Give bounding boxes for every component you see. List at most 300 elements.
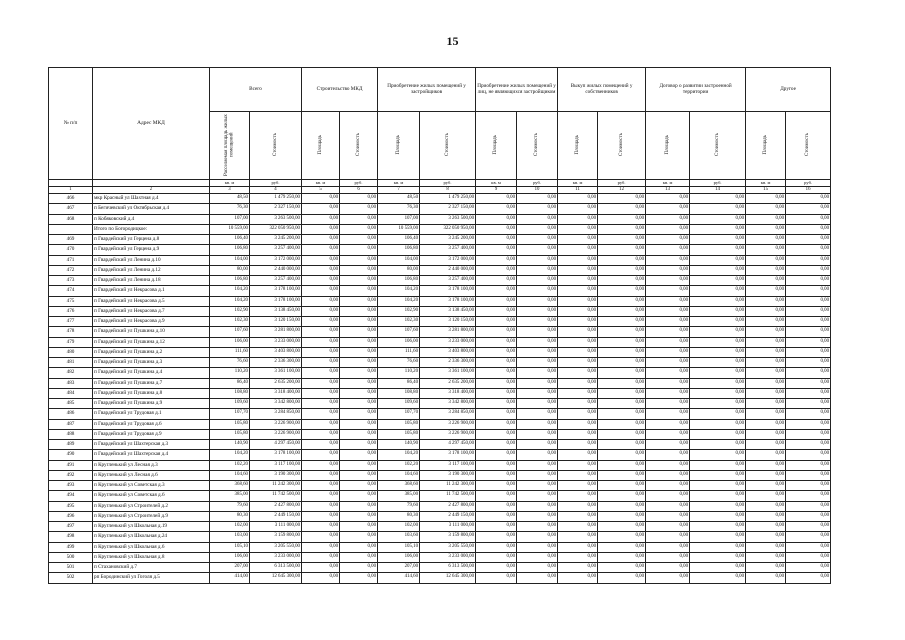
non-developer-cost-cell: 0,00 bbox=[517, 378, 558, 388]
other-cost-cell: 0,00 bbox=[786, 481, 831, 491]
table-row bbox=[49, 306, 831, 316]
territory-cost-cell: 0,00 bbox=[690, 491, 746, 501]
buyout-cost-cell: 0,00 bbox=[598, 235, 646, 245]
total-area-cell: 106,00 bbox=[210, 552, 250, 562]
territory-cost-cell: 0,00 bbox=[690, 388, 746, 398]
row-number: 488 bbox=[49, 429, 93, 439]
buyout-area-cell: 0,00 bbox=[558, 460, 598, 470]
construction-area-cell: 0,00 bbox=[302, 419, 340, 429]
buyout-area-cell: 0,00 bbox=[558, 286, 598, 296]
row-address: мкр Красный ул Шахтная д.4 bbox=[93, 194, 210, 204]
construction-area-cell: 0,00 bbox=[302, 358, 340, 368]
row-number: 480 bbox=[49, 347, 93, 357]
row-address: п Гвардейский ул Трудовая д.6 bbox=[93, 419, 210, 429]
unit-cell: кв. м bbox=[558, 180, 598, 187]
total-cost-cell: 3 178 100,00 bbox=[250, 296, 302, 306]
total-area-cell: 108,80 bbox=[210, 388, 250, 398]
construction-area-cell: 0,00 bbox=[302, 399, 340, 409]
total-area-cell: 79,60 bbox=[210, 501, 250, 511]
other-area-cell: 0,00 bbox=[746, 306, 786, 316]
total-cost-cell: 3 245 200,00 bbox=[250, 235, 302, 245]
non-developer-area-cell: 0,00 bbox=[476, 501, 517, 511]
construction-cost-cell: 0,00 bbox=[340, 194, 378, 204]
row-number: 469 bbox=[49, 235, 93, 245]
buyout-cost-cell: 0,00 bbox=[598, 378, 646, 388]
row-number: 483 bbox=[49, 378, 93, 388]
buyout-area-cell: 0,00 bbox=[558, 317, 598, 327]
territory-area-cell: 0,00 bbox=[646, 255, 690, 265]
non-developer-area-cell: 0,00 bbox=[476, 378, 517, 388]
buyout-cost-cell: 0,00 bbox=[598, 306, 646, 316]
developer-cost-cell: 322 050 950,00 bbox=[420, 224, 476, 234]
total-cost-cell: 3 257 400,00 bbox=[250, 245, 302, 255]
non-developer-area-cell: 0,00 bbox=[476, 317, 517, 327]
developer-area-cell: 76,60 bbox=[378, 358, 420, 368]
other-cost-cell: 0,00 bbox=[786, 532, 831, 542]
developer-area-cell: 111,60 bbox=[378, 347, 420, 357]
other-cost-cell: 0,00 bbox=[786, 296, 831, 306]
non-developer-cost-cell: 0,00 bbox=[517, 235, 558, 245]
territory-cost-cell: 0,00 bbox=[690, 204, 746, 214]
non-developer-cost-cell: 0,00 bbox=[517, 327, 558, 337]
row-number: 490 bbox=[49, 450, 93, 460]
construction-cost-cell: 0,00 bbox=[340, 327, 378, 337]
developer-cost-cell: 3 281 800,00 bbox=[420, 327, 476, 337]
territory-cost-cell: 0,00 bbox=[690, 276, 746, 286]
non-developer-cost-cell: 0,00 bbox=[517, 296, 558, 306]
construction-cost-cell: 0,00 bbox=[340, 573, 378, 583]
construction-cost-cell: 0,00 bbox=[340, 419, 378, 429]
other-area-cell: 0,00 bbox=[746, 511, 786, 521]
buyout-area-cell: 0,00 bbox=[558, 296, 598, 306]
buyout-cost-cell: 0,00 bbox=[598, 491, 646, 501]
table-row bbox=[49, 388, 831, 398]
total-area-cell: 107,00 bbox=[210, 214, 250, 224]
territory-area-cell: 0,00 bbox=[646, 440, 690, 450]
territory-area-cell: 0,00 bbox=[646, 419, 690, 429]
column-number-cell: 9 bbox=[476, 187, 517, 194]
developer-cost-cell: 12 645 300,00 bbox=[420, 573, 476, 583]
table-row bbox=[49, 511, 831, 521]
total-cost-cell: 3 138 450,00 bbox=[250, 306, 302, 316]
construction-cost-cell: 0,00 bbox=[340, 563, 378, 573]
developer-cost-cell: 3 120 150,00 bbox=[420, 317, 476, 327]
developer-area-cell: 108,80 bbox=[378, 388, 420, 398]
row-number: 500 bbox=[49, 552, 93, 562]
table-row bbox=[49, 450, 831, 460]
table-row bbox=[49, 429, 831, 439]
total-area-cell: 102,00 bbox=[210, 522, 250, 532]
territory-area-cell: 0,00 bbox=[646, 204, 690, 214]
row-address: п Гвардейский ул Ленина д.18 bbox=[93, 276, 210, 286]
non-developer-area-cell: 0,00 bbox=[476, 224, 517, 234]
developer-cost-cell: 3 263 500,00 bbox=[420, 214, 476, 224]
non-developer-cost-cell: 0,00 bbox=[517, 450, 558, 460]
row-address: п Стахановский д.7 bbox=[93, 563, 210, 573]
territory-area-cell: 0,00 bbox=[646, 399, 690, 409]
column-number-cell: 1 bbox=[49, 187, 93, 194]
territory-area-cell: 0,00 bbox=[646, 481, 690, 491]
row-number: 486 bbox=[49, 409, 93, 419]
developer-area-cell: 106,80 bbox=[378, 276, 420, 286]
total-cost-cell: 3 318 400,00 bbox=[250, 388, 302, 398]
territory-cost-cell: 0,00 bbox=[690, 409, 746, 419]
developer-area-cell: 104,00 bbox=[378, 255, 420, 265]
buyout-cost-cell: 0,00 bbox=[598, 501, 646, 511]
territory-cost-cell: 0,00 bbox=[690, 337, 746, 347]
buyout-area-cell: 0,00 bbox=[558, 265, 598, 275]
territory-area-cell: 0,00 bbox=[646, 573, 690, 583]
other-cost-cell: 0,00 bbox=[786, 399, 831, 409]
table-row bbox=[49, 327, 831, 337]
developer-cost-cell: 6 313 500,00 bbox=[420, 563, 476, 573]
non-developer-cost-cell: 0,00 bbox=[517, 347, 558, 357]
subheader-cost: Стоимость bbox=[690, 112, 746, 180]
territory-cost-cell: 0,00 bbox=[690, 194, 746, 204]
construction-cost-cell: 0,00 bbox=[340, 399, 378, 409]
unit-cell: кв. м bbox=[210, 180, 250, 187]
non-developer-cost-cell: 0,00 bbox=[517, 511, 558, 521]
total-area-cell: 10 559,00 bbox=[210, 224, 250, 234]
row-address: п Гвардейский ул Пушкина д.7 bbox=[93, 378, 210, 388]
total-cost-cell: 3 233 000,00 bbox=[250, 552, 302, 562]
non-developer-area-cell: 0,00 bbox=[476, 573, 517, 583]
construction-area-cell: 0,00 bbox=[302, 440, 340, 450]
developer-cost-cell: 3 205 550,00 bbox=[420, 542, 476, 552]
table-row bbox=[49, 286, 831, 296]
construction-area-cell: 0,00 bbox=[302, 265, 340, 275]
construction-cost-cell: 0,00 bbox=[340, 224, 378, 234]
territory-area-cell: 0,00 bbox=[646, 224, 690, 234]
row-address: п Кругленький ул Школьная д.24 bbox=[93, 532, 210, 542]
total-cost-cell: 3 120 150,00 bbox=[250, 317, 302, 327]
other-cost-cell: 0,00 bbox=[786, 440, 831, 450]
row-number: 474 bbox=[49, 286, 93, 296]
buyout-area-cell: 0,00 bbox=[558, 194, 598, 204]
other-cost-cell: 0,00 bbox=[786, 306, 831, 316]
construction-cost-cell: 0,00 bbox=[340, 501, 378, 511]
developer-cost-cell: 2 327 150,00 bbox=[420, 204, 476, 214]
buyout-area-cell: 0,00 bbox=[558, 347, 598, 357]
column-number-cell: 3 bbox=[210, 187, 250, 194]
construction-cost-cell: 0,00 bbox=[340, 368, 378, 378]
non-developer-cost-cell: 0,00 bbox=[517, 194, 558, 204]
other-area-cell: 0,00 bbox=[746, 563, 786, 573]
total-area-cell: 106,00 bbox=[210, 337, 250, 347]
row-number: 487 bbox=[49, 419, 93, 429]
other-area-cell: 0,00 bbox=[746, 491, 786, 501]
non-developer-area-cell: 0,00 bbox=[476, 388, 517, 398]
other-area-cell: 0,00 bbox=[746, 317, 786, 327]
buyout-area-cell: 0,00 bbox=[558, 255, 598, 265]
row-address: п Гвардейский ул Пушкина д.2 bbox=[93, 347, 210, 357]
construction-cost-cell: 0,00 bbox=[340, 481, 378, 491]
unit-cell: руб. bbox=[420, 180, 476, 187]
buyout-cost-cell: 0,00 bbox=[598, 511, 646, 521]
construction-area-cell: 0,00 bbox=[302, 204, 340, 214]
territory-area-cell: 0,00 bbox=[646, 265, 690, 275]
other-area-cell: 0,00 bbox=[746, 542, 786, 552]
total-area-cell: 102,20 bbox=[210, 460, 250, 470]
construction-cost-cell: 0,00 bbox=[340, 286, 378, 296]
total-cost-cell: 3 190 300,00 bbox=[250, 470, 302, 480]
developer-area-cell: 368,60 bbox=[378, 481, 420, 491]
construction-cost-cell: 0,00 bbox=[340, 460, 378, 470]
construction-cost-cell: 0,00 bbox=[340, 296, 378, 306]
buyout-area-cell: 0,00 bbox=[558, 552, 598, 562]
non-developer-area-cell: 0,00 bbox=[476, 368, 517, 378]
other-area-cell: 0,00 bbox=[746, 532, 786, 542]
other-area-cell: 0,00 bbox=[746, 460, 786, 470]
non-developer-area-cell: 0,00 bbox=[476, 347, 517, 357]
developer-area-cell: 80,30 bbox=[378, 511, 420, 521]
row-number: 473 bbox=[49, 276, 93, 286]
total-cost-cell: 3 403 800,00 bbox=[250, 347, 302, 357]
row-address: п Кругленький ул Лесная д.3 bbox=[93, 460, 210, 470]
construction-area-cell: 0,00 bbox=[302, 276, 340, 286]
total-area-cell: 107,60 bbox=[210, 327, 250, 337]
buyout-cost-cell: 0,00 bbox=[598, 265, 646, 275]
territory-area-cell: 0,00 bbox=[646, 194, 690, 204]
buyout-cost-cell: 0,00 bbox=[598, 276, 646, 286]
row-number: 492 bbox=[49, 470, 93, 480]
construction-cost-cell: 0,00 bbox=[340, 491, 378, 501]
column-number-cell: 13 bbox=[646, 187, 690, 194]
buyout-cost-cell: 0,00 bbox=[598, 460, 646, 470]
buyout-area-cell: 0,00 bbox=[558, 399, 598, 409]
construction-area-cell: 0,00 bbox=[302, 378, 340, 388]
non-developer-cost-cell: 0,00 bbox=[517, 501, 558, 511]
other-cost-cell: 0,00 bbox=[786, 491, 831, 501]
construction-area-cell: 0,00 bbox=[302, 429, 340, 439]
table-row bbox=[49, 337, 831, 347]
buyout-cost-cell: 0,00 bbox=[598, 522, 646, 532]
unit-cell: кв. м bbox=[746, 180, 786, 187]
total-cost-cell: 11 742 500,00 bbox=[250, 491, 302, 501]
other-area-cell: 0,00 bbox=[746, 296, 786, 306]
table-row bbox=[49, 440, 831, 450]
row-number: 481 bbox=[49, 358, 93, 368]
developer-area-cell: 104,20 bbox=[378, 286, 420, 296]
other-cost-cell: 0,00 bbox=[786, 265, 831, 275]
developer-area-cell: 10 559,00 bbox=[378, 224, 420, 234]
construction-cost-cell: 0,00 bbox=[340, 440, 378, 450]
territory-area-cell: 0,00 bbox=[646, 542, 690, 552]
total-area-cell: 105,10 bbox=[210, 542, 250, 552]
construction-cost-cell: 0,00 bbox=[340, 214, 378, 224]
territory-area-cell: 0,00 bbox=[646, 429, 690, 439]
row-number: 475 bbox=[49, 296, 93, 306]
table-row bbox=[49, 245, 831, 255]
other-cost-cell: 0,00 bbox=[786, 450, 831, 460]
non-developer-area-cell: 0,00 bbox=[476, 306, 517, 316]
territory-cost-cell: 0,00 bbox=[690, 306, 746, 316]
territory-area-cell: 0,00 bbox=[646, 276, 690, 286]
buyout-cost-cell: 0,00 bbox=[598, 532, 646, 542]
row-number: 484 bbox=[49, 388, 93, 398]
developer-cost-cell: 3 178 100,00 bbox=[420, 286, 476, 296]
other-cost-cell: 0,00 bbox=[786, 337, 831, 347]
total-cost-cell: 3 172 000,00 bbox=[250, 255, 302, 265]
territory-area-cell: 0,00 bbox=[646, 214, 690, 224]
subheader-area: Площадь bbox=[302, 112, 340, 180]
other-area-cell: 0,00 bbox=[746, 204, 786, 214]
construction-cost-cell: 0,00 bbox=[340, 347, 378, 357]
buyout-area-cell: 0,00 bbox=[558, 522, 598, 532]
subheader-area: Площадь bbox=[746, 112, 786, 180]
territory-cost-cell: 0,00 bbox=[690, 460, 746, 470]
territory-area-cell: 0,00 bbox=[646, 235, 690, 245]
territory-cost-cell: 0,00 bbox=[690, 419, 746, 429]
other-area-cell: 0,00 bbox=[746, 337, 786, 347]
table-row bbox=[49, 265, 831, 275]
total-cost-cell: 3 257 400,00 bbox=[250, 276, 302, 286]
buyout-cost-cell: 0,00 bbox=[598, 317, 646, 327]
buyout-area-cell: 0,00 bbox=[558, 224, 598, 234]
non-developer-cost-cell: 0,00 bbox=[517, 419, 558, 429]
developer-cost-cell: 3 284 850,00 bbox=[420, 409, 476, 419]
developer-cost-cell: 3 111 000,00 bbox=[420, 522, 476, 532]
subheader-area: Площадь bbox=[646, 112, 690, 180]
other-cost-cell: 0,00 bbox=[786, 358, 831, 368]
non-developer-area-cell: 0,00 bbox=[476, 450, 517, 460]
buyout-cost-cell: 0,00 bbox=[598, 429, 646, 439]
group-header-construction: Строительство МКД bbox=[302, 68, 378, 112]
buyout-cost-cell: 0,00 bbox=[598, 296, 646, 306]
buyout-area-cell: 0,00 bbox=[558, 306, 598, 316]
territory-cost-cell: 0,00 bbox=[690, 286, 746, 296]
non-developer-cost-cell: 0,00 bbox=[517, 317, 558, 327]
buyout-area-cell: 0,00 bbox=[558, 204, 598, 214]
buyout-cost-cell: 0,00 bbox=[598, 542, 646, 552]
total-area-cell: 368,60 bbox=[210, 481, 250, 491]
table-row bbox=[49, 460, 831, 470]
table-row bbox=[49, 491, 831, 501]
other-cost-cell: 0,00 bbox=[786, 204, 831, 214]
construction-area-cell: 0,00 bbox=[302, 368, 340, 378]
table-body bbox=[49, 194, 831, 584]
non-developer-cost-cell: 0,00 bbox=[517, 429, 558, 439]
other-cost-cell: 0,00 bbox=[786, 542, 831, 552]
subheader-cost: Стоимость bbox=[517, 112, 558, 180]
other-area-cell: 0,00 bbox=[746, 470, 786, 480]
non-developer-cost-cell: 0,00 bbox=[517, 573, 558, 583]
row-number: 498 bbox=[49, 532, 93, 542]
territory-area-cell: 0,00 bbox=[646, 460, 690, 470]
buyout-cost-cell: 0,00 bbox=[598, 245, 646, 255]
total-area-cell: 104,60 bbox=[210, 470, 250, 480]
non-developer-cost-cell: 0,00 bbox=[517, 276, 558, 286]
territory-cost-cell: 0,00 bbox=[690, 511, 746, 521]
territory-cost-cell: 0,00 bbox=[690, 429, 746, 439]
developer-area-cell: 107,60 bbox=[378, 327, 420, 337]
developer-cost-cell: 3 178 100,00 bbox=[420, 450, 476, 460]
total-cost-cell: 1 479 250,00 bbox=[250, 194, 302, 204]
developer-area-cell: 80,00 bbox=[378, 265, 420, 275]
construction-area-cell: 0,00 bbox=[302, 501, 340, 511]
row-number: 489 bbox=[49, 440, 93, 450]
construction-area-cell: 0,00 bbox=[302, 327, 340, 337]
unit-cell: руб. bbox=[598, 180, 646, 187]
non-developer-area-cell: 0,00 bbox=[476, 204, 517, 214]
territory-area-cell: 0,00 bbox=[646, 552, 690, 562]
buyout-cost-cell: 0,00 bbox=[598, 224, 646, 234]
buyout-cost-cell: 0,00 bbox=[598, 388, 646, 398]
table-row bbox=[49, 347, 831, 357]
territory-cost-cell: 0,00 bbox=[690, 327, 746, 337]
developer-cost-cell: 3 138 450,00 bbox=[420, 306, 476, 316]
other-area-cell: 0,00 bbox=[746, 440, 786, 450]
row-number: 495 bbox=[49, 501, 93, 511]
total-area-cell: 80,30 bbox=[210, 511, 250, 521]
group-header-territory-development: Договор о развитии застроенной территории bbox=[646, 68, 746, 112]
row-address: п Кругленький ул Школьная д.8 bbox=[93, 552, 210, 562]
buyout-cost-cell: 0,00 bbox=[598, 347, 646, 357]
non-developer-cost-cell: 0,00 bbox=[517, 460, 558, 470]
non-developer-cost-cell: 0,00 bbox=[517, 368, 558, 378]
table-row bbox=[49, 368, 831, 378]
row-number: 502 bbox=[49, 573, 93, 583]
other-cost-cell: 0,00 bbox=[786, 235, 831, 245]
row-number: 491 bbox=[49, 460, 93, 470]
buyout-cost-cell: 0,00 bbox=[598, 419, 646, 429]
territory-area-cell: 0,00 bbox=[646, 491, 690, 501]
header-group-row bbox=[49, 68, 831, 112]
other-cost-cell: 0,00 bbox=[786, 388, 831, 398]
buyout-cost-cell: 0,00 bbox=[598, 194, 646, 204]
row-address: п Гвардейский ул Шахтерская д.3 bbox=[93, 440, 210, 450]
construction-area-cell: 0,00 bbox=[302, 542, 340, 552]
non-developer-area-cell: 0,00 bbox=[476, 255, 517, 265]
buyout-cost-cell: 0,00 bbox=[598, 286, 646, 296]
non-developer-cost-cell: 0,00 bbox=[517, 255, 558, 265]
row-address: п Кругленький ул Строителей д.2 bbox=[93, 501, 210, 511]
total-cost-cell: 6 313 500,00 bbox=[250, 563, 302, 573]
row-address: п Кругленький ул Советская д.6 bbox=[93, 491, 210, 501]
non-developer-area-cell: 0,00 bbox=[476, 440, 517, 450]
buyout-area-cell: 0,00 bbox=[558, 511, 598, 521]
total-cost-cell: 3 361 100,00 bbox=[250, 368, 302, 378]
non-developer-cost-cell: 0,00 bbox=[517, 306, 558, 316]
territory-area-cell: 0,00 bbox=[646, 347, 690, 357]
table-row bbox=[49, 563, 831, 573]
non-developer-area-cell: 0,00 bbox=[476, 296, 517, 306]
other-area-cell: 0,00 bbox=[746, 450, 786, 460]
row-address: Итого по Богородицкое: bbox=[93, 224, 210, 234]
other-cost-cell: 0,00 bbox=[786, 470, 831, 480]
total-area-cell: 106,80 bbox=[210, 245, 250, 255]
group-header-total: Всего bbox=[210, 68, 302, 112]
row-number: 482 bbox=[49, 368, 93, 378]
buyout-area-cell: 0,00 bbox=[558, 491, 598, 501]
other-cost-cell: 0,00 bbox=[786, 368, 831, 378]
row-address: п Бегичевский ул Октябрьская д.4 bbox=[93, 204, 210, 214]
other-cost-cell: 0,00 bbox=[786, 419, 831, 429]
subheader-cost: Стоимость bbox=[340, 112, 378, 180]
construction-area-cell: 0,00 bbox=[302, 491, 340, 501]
unit-cell: кв. м bbox=[302, 180, 340, 187]
row-address: п Гвардейский ул Герцена д.9 bbox=[93, 245, 210, 255]
total-cost-cell: 12 645 300,00 bbox=[250, 573, 302, 583]
total-area-cell: 110,20 bbox=[210, 368, 250, 378]
construction-area-cell: 0,00 bbox=[302, 235, 340, 245]
other-cost-cell: 0,00 bbox=[786, 286, 831, 296]
buyout-cost-cell: 0,00 bbox=[598, 563, 646, 573]
territory-cost-cell: 0,00 bbox=[690, 224, 746, 234]
other-cost-cell: 0,00 bbox=[786, 224, 831, 234]
column-number-cell: 15 bbox=[746, 187, 786, 194]
other-area-cell: 0,00 bbox=[746, 368, 786, 378]
